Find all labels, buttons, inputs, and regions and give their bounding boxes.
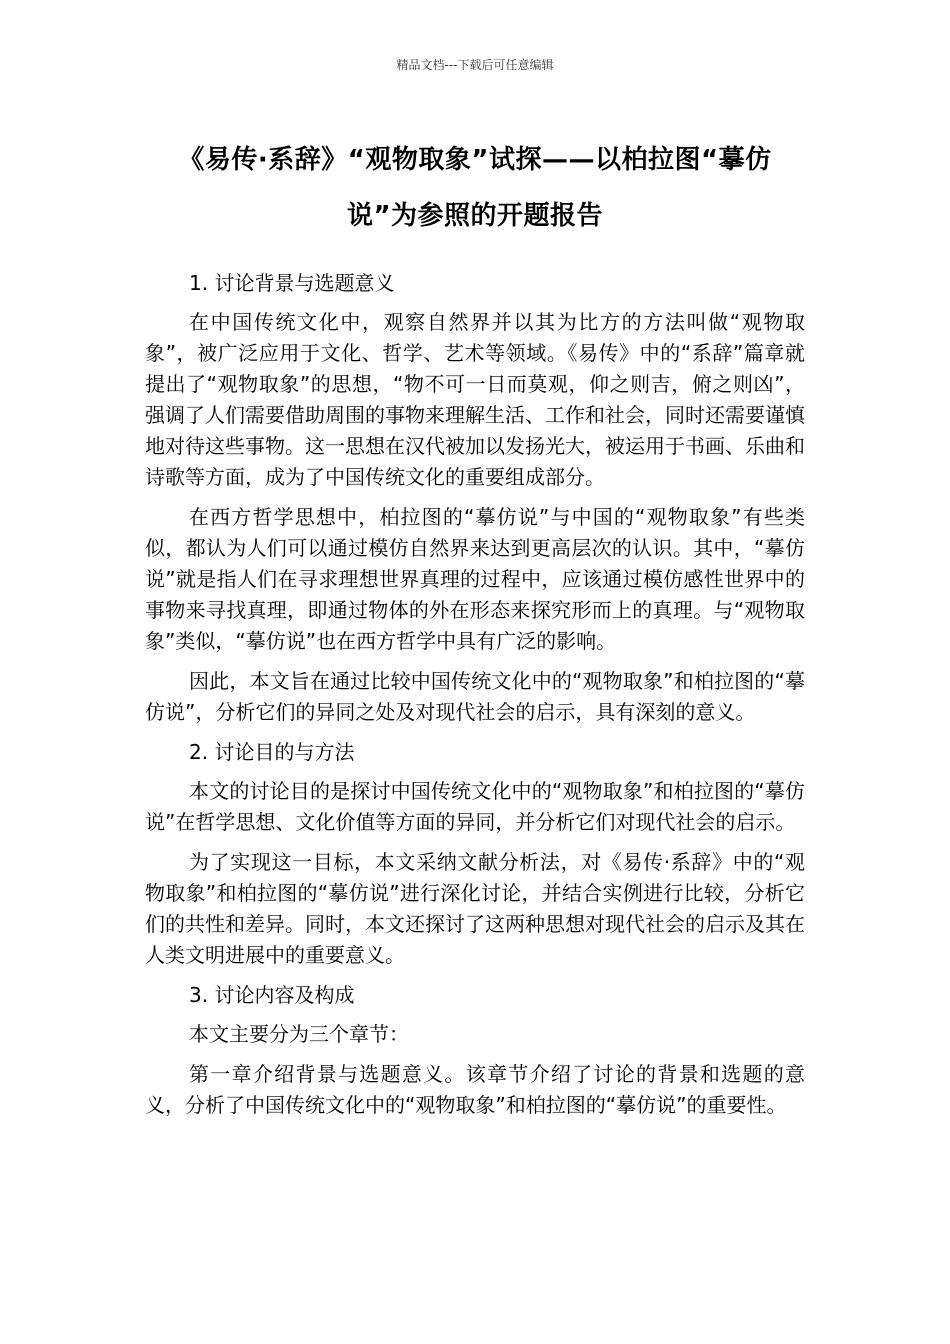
section-2-paragraph-1: 本文的讨论目的是探讨中国传统文化中的“观物取象”和柏拉图的“摹仿说”在哲学思想、文化价值等方面的异同，并分析它们对现代社会的启示。 bbox=[145, 779, 805, 834]
section-2-paragraph-2: 为了实现这一目标，本文采纳文献分析法，对《易传·系辞》中的“观物取象”和柏拉图的“摹仿说”进行深化讨论，并结合实例进行比较，分析它们的共性和差异。同时，本文还探讨了这两种思想对现代社会的启示及其在人类文明进展中的重要意义。 bbox=[145, 850, 805, 967]
document-body bbox=[145, 268, 805, 1130]
section-1-paragraph-2: 在西方哲学思想中，柏拉图的“摹仿说”与中国的“观物取象”有些类似，都认为人们可以通过模仿自然界来达到更高层次的认识。其中，“摹仿说”就是指人们在寻求理想世界真理的过程中，应该通过模仿感性世界中的事物来寻找真理，即通过物体的外在形态来探究形而上的真理。与“观物取象”类似，“摹仿说”也在西方哲学中具有广泛的影响。 bbox=[145, 505, 805, 653]
section-1-paragraph-1: 在中国传统文化中，观察自然界并以其为比方的方法叫做“观物取象”，被广泛应用于文化、哲学、艺术等领域。《易传》中的“系辞”篇章就提出了“观物取象”的思想，“物不可一日而莫观，仰之则吉，俯之则凶”，强调了人们需要借助周围的事物来理解生活、工作和社会，同时还需要谨慎地对待这些事物。这一思想在汉代被加以发扬光大，被运用于书画、乐曲和诗歌等方面，成为了中国传统文化的重要组成部分。 bbox=[145, 310, 805, 489]
section-3-heading: 3. 讨论内容及构成 bbox=[189, 983, 355, 1007]
section-3-paragraph-2: 第一章介绍背景与选题意义。该章节介绍了讨论的背景和选题的意义，分析了中国传统文化中的“观物取象”和柏拉图的“摹仿说”的重要性。 bbox=[145, 1062, 805, 1117]
page-header: 精品文档---下载后可任意编辑 bbox=[396, 58, 554, 72]
section-1-paragraph-3: 因此，本文旨在通过比较中国传统文化中的“观物取象”和柏拉图的“摹仿说”，分析它们的异同之处及对现代社会的启示，具有深刻的意义。 bbox=[145, 669, 805, 724]
section-3-paragraph-1: 本文主要分为三个章节： bbox=[189, 1022, 409, 1046]
document-title: 《易传·系辞》“观物取象”试探——以柏拉图“摹仿说”为参照的开题报告 bbox=[178, 145, 772, 231]
section-1-heading: 1. 讨论背景与选题意义 bbox=[189, 271, 395, 295]
section-2-heading: 2. 讨论目的与方法 bbox=[189, 740, 355, 764]
